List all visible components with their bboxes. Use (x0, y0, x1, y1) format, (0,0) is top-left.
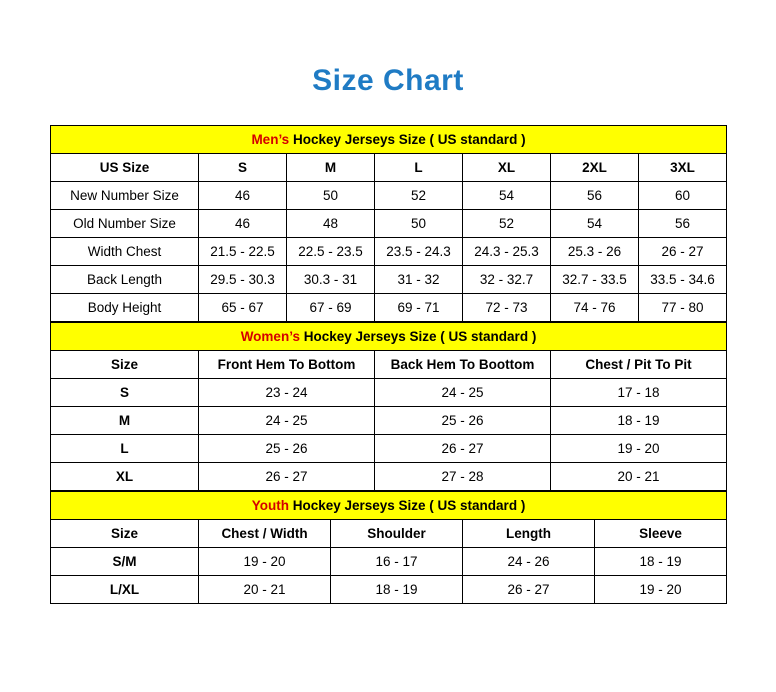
mens-size-table (50, 125, 727, 322)
womens-row-label-3: XL (51, 463, 199, 491)
youth-cell-0-2: 24 - 26 (463, 548, 595, 576)
mens-cell-0-2: 52 (375, 182, 463, 210)
mens-cell-3-0: 29.5 - 30.3 (199, 266, 287, 294)
youth-section-header (51, 492, 727, 520)
table-row (51, 210, 727, 238)
womens-cell-2-0: 25 - 26 (199, 435, 375, 463)
mens-cell-4-1: 67 - 69 (287, 294, 375, 322)
mens-row-label-3: Back Length (51, 266, 199, 294)
mens-cell-2-0: 21.5 - 22.5 (199, 238, 287, 266)
mens-header-rest: Hockey Jerseys Size ( US standard ) (289, 132, 526, 147)
mens-cell-1-4: 54 (551, 210, 639, 238)
womens-cell-3-2: 20 - 21 (551, 463, 727, 491)
womens-cell-1-2: 18 - 19 (551, 407, 727, 435)
mens-cell-3-5: 33.5 - 34.6 (639, 266, 727, 294)
womens-header-accent: Women’s (240, 329, 300, 344)
mens-cell-1-0: 46 (199, 210, 287, 238)
youth-col-4: Sleeve (595, 520, 727, 548)
table-row (51, 435, 727, 463)
youth-size-table (50, 491, 727, 604)
mens-row-label-2: Width Chest (51, 238, 199, 266)
mens-cell-4-2: 69 - 71 (375, 294, 463, 322)
youth-header-accent: Youth (251, 498, 289, 513)
womens-row-label-2: L (51, 435, 199, 463)
mens-row-label-4: Body Height (51, 294, 199, 322)
youth-cell-0-0: 19 - 20 (199, 548, 331, 576)
mens-cell-3-2: 31 - 32 (375, 266, 463, 294)
mens-cell-0-1: 50 (287, 182, 375, 210)
table-row (51, 182, 727, 210)
table-row (51, 463, 727, 491)
youth-section-header-row (51, 492, 727, 520)
womens-section-header (51, 323, 727, 351)
mens-cell-4-3: 72 - 73 (463, 294, 551, 322)
youth-row-label-0: S/M (51, 548, 199, 576)
mens-col-4: XL (463, 154, 551, 182)
youth-col-3: Length (463, 520, 595, 548)
page-title: Size Chart (312, 64, 464, 97)
youth-row-label-1: L/XL (51, 576, 199, 604)
mens-cell-3-1: 30.3 - 31 (287, 266, 375, 294)
table-row (51, 294, 727, 322)
womens-section-header-row (51, 323, 727, 351)
table-row (51, 266, 727, 294)
mens-cell-0-3: 54 (463, 182, 551, 210)
womens-cell-3-0: 26 - 27 (199, 463, 375, 491)
mens-cell-1-1: 48 (287, 210, 375, 238)
mens-cell-2-5: 26 - 27 (639, 238, 727, 266)
table-row (51, 238, 727, 266)
mens-cell-4-5: 77 - 80 (639, 294, 727, 322)
mens-col-0: US Size (51, 154, 199, 182)
womens-size-table (50, 322, 727, 491)
youth-cell-0-3: 18 - 19 (595, 548, 727, 576)
mens-cell-3-4: 32.7 - 33.5 (551, 266, 639, 294)
mens-col-1: S (199, 154, 287, 182)
womens-col-1: Front Hem To Bottom (199, 351, 375, 379)
table-row (51, 407, 727, 435)
mens-cell-1-5: 56 (639, 210, 727, 238)
womens-row-label-0: S (51, 379, 199, 407)
mens-cell-0-0: 46 (199, 182, 287, 210)
youth-cell-1-0: 20 - 21 (199, 576, 331, 604)
womens-col-0: Size (51, 351, 199, 379)
womens-cell-0-1: 24 - 25 (375, 379, 551, 407)
mens-col-5: 2XL (551, 154, 639, 182)
womens-col-2: Back Hem To Boottom (375, 351, 551, 379)
mens-cell-4-0: 65 - 67 (199, 294, 287, 322)
womens-cell-2-2: 19 - 20 (551, 435, 727, 463)
mens-cell-2-4: 25.3 - 26 (551, 238, 639, 266)
youth-column-header-row (51, 520, 727, 548)
table-row (51, 576, 727, 604)
table-row (51, 379, 727, 407)
mens-col-6: 3XL (639, 154, 727, 182)
womens-cell-0-0: 23 - 24 (199, 379, 375, 407)
mens-header-accent: Men’s (251, 132, 290, 147)
youth-cell-1-1: 18 - 19 (331, 576, 463, 604)
womens-cell-0-2: 17 - 18 (551, 379, 727, 407)
womens-cell-1-0: 24 - 25 (199, 407, 375, 435)
mens-section-header-row (51, 126, 727, 154)
mens-cell-2-3: 24.3 - 25.3 (463, 238, 551, 266)
youth-cell-0-1: 16 - 17 (331, 548, 463, 576)
mens-row-label-0: New Number Size (51, 182, 199, 210)
womens-cell-3-1: 27 - 28 (375, 463, 551, 491)
mens-row-label-1: Old Number Size (51, 210, 199, 238)
table-row (51, 548, 727, 576)
womens-cell-1-1: 25 - 26 (375, 407, 551, 435)
mens-cell-1-3: 52 (463, 210, 551, 238)
youth-col-0: Size (51, 520, 199, 548)
youth-cell-1-2: 26 - 27 (463, 576, 595, 604)
mens-cell-2-2: 23.5 - 24.3 (375, 238, 463, 266)
womens-cell-2-1: 26 - 27 (375, 435, 551, 463)
mens-col-2: M (287, 154, 375, 182)
womens-header-rest: Hockey Jerseys Size ( US standard ) (299, 329, 537, 344)
youth-header-rest: Hockey Jerseys Size ( US standard ) (288, 498, 526, 513)
mens-col-3: L (375, 154, 463, 182)
womens-column-header-row (51, 351, 727, 379)
size-chart-tables (50, 97, 726, 604)
mens-cell-0-5: 60 (639, 182, 727, 210)
womens-col-3: Chest / Pit To Pit (551, 351, 727, 379)
youth-col-1: Chest / Width (199, 520, 331, 548)
womens-row-label-1: M (51, 407, 199, 435)
mens-cell-3-3: 32 - 32.7 (463, 266, 551, 294)
mens-column-header-row (51, 154, 727, 182)
mens-cell-1-2: 50 (375, 210, 463, 238)
mens-section-header (51, 126, 727, 154)
mens-cell-0-4: 56 (551, 182, 639, 210)
youth-col-2: Shoulder (331, 520, 463, 548)
mens-cell-2-1: 22.5 - 23.5 (287, 238, 375, 266)
mens-cell-4-4: 74 - 76 (551, 294, 639, 322)
youth-cell-1-3: 19 - 20 (595, 576, 727, 604)
